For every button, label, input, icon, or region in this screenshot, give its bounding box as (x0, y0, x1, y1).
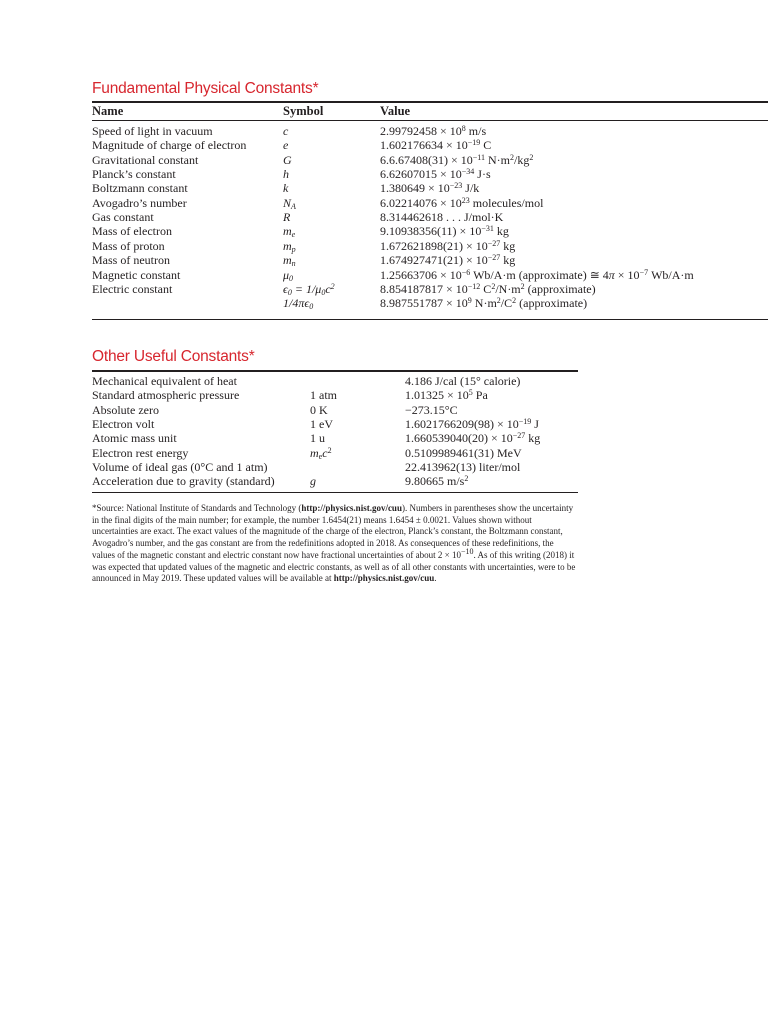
table-row (0, 124, 768, 138)
constant-name: Standard atmospheric pressure (92, 388, 240, 403)
table-row (0, 196, 768, 210)
constant-name: Mass of electron (92, 224, 172, 239)
constant-value: $1.6021766209(98) \times 10^{-19}$ J (405, 416, 539, 431)
constant-value: $9.10938356(11) \times 10^{-31}$ kg (380, 224, 509, 239)
constant-name: Boltzmann constant (92, 181, 188, 196)
column-header-name: Name (92, 104, 124, 118)
constant-value: $1.380649 \times 10^{-23}$ J/k (380, 181, 480, 196)
constant-symbol: $m_e$ (283, 224, 296, 240)
table-row (0, 388, 768, 402)
constant-value: $6.6.67408(31) \times 10^{-11}$ $N\cdot m^2/kg^2$ (380, 152, 534, 167)
table-row (0, 181, 768, 195)
constant-value: $8.854187817 \times 10^{-12}$ $C^2/N\cdot m^2$ (approximate) (380, 281, 596, 296)
constant-value: 22.413962(13) liter/mol (405, 459, 521, 474)
table-row (0, 296, 768, 310)
constant-name: Speed of light in vacuum (92, 124, 213, 138)
constant-value: 8.314462618 . . . J/mol·K (380, 210, 504, 225)
table-row (0, 403, 768, 417)
constant-value: $6.02214076 \times 10^{23}$ molecules/mol (380, 195, 544, 210)
constant-name: Magnetic constant (92, 267, 181, 282)
constant-name: Mass of proton (92, 238, 165, 253)
constant-symbol: $m_n$ (283, 253, 296, 269)
constant-value: $1.672621898(21) \times 10^{-27}$ kg (380, 238, 516, 253)
constant-value: $1.674927471(21) \times 10^{-27}$ kg (380, 253, 516, 268)
table-row (0, 282, 768, 296)
constant-name: Gravitational constant (92, 152, 199, 167)
constant-value: $6.62607015 \times 10^{-34}$ J·s (380, 167, 491, 182)
constant-value: $8.987551787 \times 10^9$ $N\cdot m^2/C^2$ (approximate) (380, 296, 588, 311)
constant-name: Planck’s constant (92, 167, 176, 182)
other-constants-title: Other Useful Constants* (92, 348, 255, 365)
constant-value: 0.5109989461(31) MeV (405, 445, 522, 460)
table-row (0, 446, 768, 460)
table-bottom-rule (92, 319, 768, 320)
constant-name: Mechanical equivalent of heat (92, 374, 237, 388)
constant-name: Mass of neutron (92, 253, 170, 268)
constant-symbol: e (283, 138, 289, 153)
constant-symbol: c (283, 124, 289, 138)
table-row (0, 153, 768, 167)
header-rule (92, 120, 768, 121)
table-row (0, 210, 768, 224)
constant-symbol: 1 eV (310, 416, 333, 431)
table-row (0, 460, 768, 474)
table-row (0, 417, 768, 431)
constant-value: $1.25663706 \times 10^{-6}$ Wb/A·m (approximate) ≅ $4\pi \times 10^{-7}$ Wb/A·m (380, 267, 694, 282)
constant-symbol: R (283, 210, 291, 225)
constant-value: −273.15°C (405, 402, 458, 417)
constant-symbol: G (283, 152, 292, 167)
constant-name: Atomic mass unit (92, 431, 177, 446)
constant-symbol: k (283, 181, 289, 196)
constant-symbol: g (310, 474, 316, 489)
constant-symbol: $N_A$ (283, 195, 296, 211)
table-row (0, 167, 768, 181)
constant-symbol: 1 u (310, 431, 325, 446)
constant-name: Volume of ideal gas (0°C and 1 atm) (92, 459, 268, 474)
constant-name: Acceleration due to gravity (standard) (92, 474, 275, 489)
constant-name: Electric constant (92, 281, 173, 296)
constant-name: Gas constant (92, 210, 154, 225)
constant-name: Electron rest energy (92, 445, 189, 460)
table-row (0, 268, 768, 282)
table-top-rule (92, 101, 768, 103)
constant-value: $1.01325 \times 10^5$ Pa (405, 388, 488, 403)
table-row (0, 253, 768, 267)
table-row (0, 224, 768, 238)
fundamental-constants-title: Fundamental Physical Constants* (92, 80, 319, 97)
constant-value: 9.80665 $m/s^2$ (405, 474, 469, 489)
constant-name: Absolute zero (92, 402, 159, 417)
constant-symbol: $\epsilon_0 = 1/\mu_0c^2$ (283, 281, 335, 297)
table-row (0, 374, 768, 388)
other-table-bottom-rule (92, 492, 578, 493)
constant-name: Magnitude of charge of electron (92, 138, 247, 153)
table-row (0, 138, 768, 152)
column-header-value: Value (380, 104, 411, 118)
constant-value: 4.186 J/cal (15° calorie) (405, 374, 521, 388)
constant-name: Electron volt (92, 416, 155, 431)
column-header-symbol: Symbol (283, 104, 324, 118)
constant-symbol: 0 K (310, 402, 328, 417)
constant-symbol: $\mu_0$ (283, 267, 294, 283)
constant-symbol: 1 atm (310, 388, 337, 403)
table-row (0, 239, 768, 253)
constant-symbol: h (283, 167, 289, 182)
table-row (0, 474, 768, 488)
constant-symbol: $m_p$ (283, 238, 296, 254)
constant-value: $2.99792458 \times 10^8$ m/s (380, 124, 487, 138)
table-row (0, 431, 768, 445)
constant-value: $1.660539040(20) \times 10^{-27}$ kg (405, 431, 541, 446)
constant-symbol: $m_ec^2$ (310, 445, 332, 461)
constant-name: Avogadro’s number (92, 195, 187, 210)
other-table-top-rule (92, 370, 578, 372)
source-footnote: *Source: National Institute of Standards and Technology (http://physics.nist.gov/cuu). Numbers in parentheses show the uncertainty in the final digits of the main number; for example, the number 1.6454(21) means 1.6454 ± 0.0021. Values shown without uncertainties are exact. The exact values of the magnitude of the charge of the electron, Planck’s constant, the Boltzmann constant, Avogadro’s number, and the gas constant are from the redefinitions adopted in 2018. As consequences of these redefinitions, the values of the magnetic constant and electric constant now have fractional uncertainties of about $2 \times 10^{-10}$. As of this writing (2018) it was expected that updated values of the magnetic and electric constants, as well as of all other constants with uncertainties, were to be announced in May 2019. These updated values will be available at http://physics.nist.gov/cuu. (92, 503, 576, 584)
constant-value: $1.602176634 \times 10^{-19}$ C (380, 138, 492, 153)
constant-symbol: $1/4\pi\epsilon_0$ (283, 296, 314, 312)
